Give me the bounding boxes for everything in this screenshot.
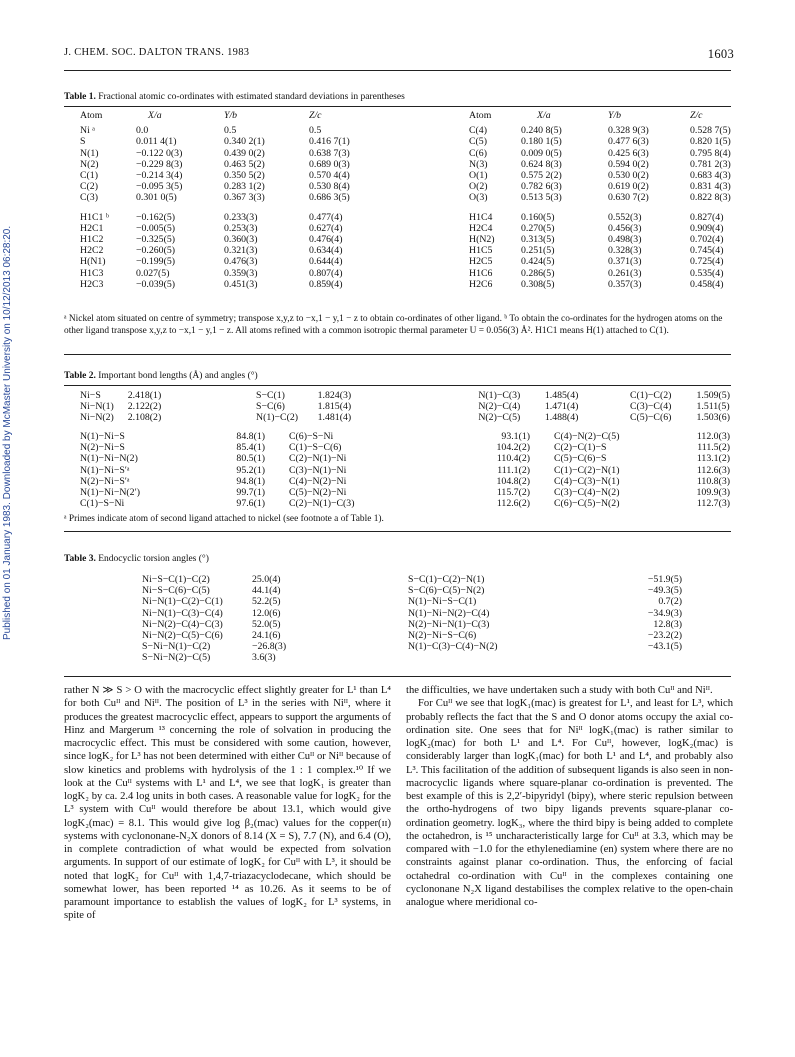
table-cell: N(1)−C(3)−C(4)−N(2) [408, 641, 498, 653]
table-row [80, 476, 730, 487]
body-paragraph: the difficulties, we have undertaken such a study with both Cuᴵᴵ and Niᴵᴵ. [406, 685, 713, 696]
table-cell: 24.1(6) [252, 630, 281, 642]
table-cell: 0.702(4) [690, 234, 724, 246]
table-cell: 111.1(2) [497, 464, 530, 476]
table-cell: 0.416 7(1) [309, 136, 350, 148]
table1-caption [64, 92, 405, 102]
table-cell: 44.1(4) [252, 585, 281, 597]
page-number: 1603 [707, 47, 734, 61]
table-row [80, 487, 730, 498]
table-cell: 0.477 6(3) [608, 136, 649, 148]
table-cell: C(1)−S−Ni [80, 498, 125, 510]
table-cell: 2.418(1) [127, 390, 162, 401]
table1 [80, 110, 734, 290]
table-cell: S−C(1) [256, 390, 285, 401]
table-cell: Ni−S−C(6)−C(5) [142, 585, 210, 597]
table-row [80, 268, 734, 279]
table-cell: 0.530 0(2) [608, 170, 649, 182]
table3 [142, 574, 682, 664]
table-cell: 0.638 7(3) [309, 147, 350, 159]
column-header: Y/b [224, 110, 238, 121]
rule [64, 531, 731, 532]
table-cell: C(1)−S−C(6) [289, 442, 342, 454]
table-cell: 104.8(2) [496, 475, 530, 487]
table-cell: 0.011 4(1) [136, 136, 177, 148]
table-cell: N(2) [80, 158, 99, 170]
table-cell: −0.214 3(4) [136, 170, 183, 182]
table2-bond-lengths [80, 390, 730, 424]
table-row [80, 256, 734, 267]
table-cell: 0.630 7(2) [608, 192, 649, 204]
table-cell: 1.471(4) [544, 401, 579, 413]
table-cell: −0.260(5) [136, 245, 175, 257]
table-cell: 0.253(3) [224, 222, 258, 234]
table-cell: C(1)−C(2)−N(1) [554, 464, 620, 476]
table-cell: Ni−S−C(1)−C(2) [142, 574, 210, 585]
table-cell: H2C2 [80, 245, 104, 257]
table-cell: 25.0(4) [252, 574, 281, 585]
table-cell: C(6)−S−Ni [289, 431, 334, 442]
table-cell: H2C3 [80, 278, 104, 290]
table-cell: H1C6 [469, 267, 493, 279]
table-cell: 0.451(3) [224, 278, 258, 290]
table-cell: 0.859(4) [309, 278, 343, 290]
table-cell: −34.9(3) [647, 607, 682, 619]
table-cell: 113.1(2) [696, 453, 730, 465]
table-cell: 0.644(4) [309, 256, 343, 268]
table-cell: N(1)−C(3) [478, 390, 521, 401]
table-cell: 0.439 0(2) [224, 147, 265, 159]
table-cell: 0.535(4) [690, 267, 724, 279]
table-cell: 0.476(3) [224, 256, 258, 268]
table-cell: 0.240 8(5) [521, 125, 562, 137]
table-cell: O(1) [469, 170, 488, 182]
column-header: Z/c [309, 110, 322, 121]
table-cell: N(2)−Ni−S−C(6) [408, 630, 477, 642]
table-cell: H1C5 [469, 245, 493, 257]
table-cell: C(3)−N(1)−Ni [289, 464, 347, 476]
table-cell: −0.162(5) [136, 211, 175, 223]
table-cell: 0.745(4) [690, 245, 724, 257]
table-cell: Ni−N(1)−C(3)−C(4) [142, 607, 223, 619]
table-cell: 1.509(5) [696, 390, 730, 401]
table-cell: C(5)−C(6)−S [554, 453, 607, 465]
table-cell: H2C4 [469, 222, 493, 234]
table-row [80, 181, 734, 192]
table-cell: H2C1 [80, 222, 104, 234]
table-cell: 0.283 1(2) [224, 181, 265, 193]
table-cell: C(4)−N(2)−C(5) [554, 431, 620, 442]
table-cell: 0.233(3) [224, 211, 258, 223]
table-cell: 0.321(3) [224, 245, 258, 257]
table-cell: 12.0(6) [252, 607, 281, 619]
table-row [80, 136, 734, 147]
table-cell: S [80, 136, 86, 148]
table-cell: 0.425 6(3) [608, 147, 649, 159]
table-row [80, 465, 730, 476]
table-cell: 112.7(3) [696, 498, 730, 510]
table-cell: N(2)−Ni−N(1)−C(3) [408, 618, 490, 630]
table-cell: 0.795 8(4) [690, 147, 731, 159]
table-cell: H1C4 [469, 211, 493, 223]
column-header: X/a [537, 110, 551, 121]
table-cell: 0.340 2(1) [224, 136, 265, 148]
table-cell: 0.689 0(3) [309, 158, 350, 170]
table-cell: N(2)−Ni−S′ᵃ [80, 475, 130, 487]
table-cell: 0.350 5(2) [224, 170, 265, 182]
table-cell: 0.160(5) [521, 211, 555, 223]
table-cell: N(1)−Ni−N(2) [80, 453, 138, 465]
column-header: X/a [148, 110, 162, 121]
table-row [142, 608, 682, 619]
table-cell: C(4)−N(2)−Ni [289, 475, 347, 487]
table-cell: 0.308(5) [521, 278, 555, 290]
table-cell: 0.251(5) [521, 245, 555, 257]
table-cell: 104.2(2) [496, 442, 530, 454]
table-cell: −0.039(5) [136, 278, 175, 290]
table-cell: C(2)−N(1)−C(3) [289, 498, 355, 510]
table-cell: 112.6(2) [496, 498, 530, 510]
table-cell: 1.824(3) [317, 390, 352, 401]
table1-caption-text: Fractional atomic co-ordinates with estimated standard deviations in parentheses [95, 92, 405, 102]
rule [64, 70, 731, 71]
table-cell: 0.570 4(4) [309, 170, 350, 182]
table-cell: −0.005(5) [136, 222, 175, 234]
table-cell: −49.3(5) [647, 585, 682, 597]
running-header [64, 47, 734, 61]
table2-caption [64, 371, 258, 381]
table2-caption-text: Important bond lengths (Å) and angles (°) [95, 371, 258, 381]
table-cell: 0.313(5) [521, 234, 555, 246]
table-cell: H1C1 ᵇ [80, 211, 109, 223]
table-cell: 84.8(1) [236, 431, 265, 442]
table-cell: H1C2 [80, 234, 104, 246]
table-cell [538, 652, 682, 663]
table-row [80, 498, 730, 509]
body-paragraph: rather N ≫ S > O with the macrocyclic effect slightly greater for L¹ than L⁴ for both Cuᴵᴵ and Niᴵᴵ. The position of L³ in the series with Niᴵᴵ, where it produces the greatest macrocyclic effect, appears to support the arguments of Hinz and Margerum ¹³ concerning the role of solvation in producing the macrocyclic effect. This must be considered with some caution, however, since logK₂ for L³ has not been determined with either Cuᴵᴵ or Niᴵᴵ because of slow kinetics and problems with hydrolysis of the 1 : 1 complex.¹⁰ If we look at the Cuᴵᴵ systems with L¹ and L⁴, we see that logK₁ is greater than logK₂ by ca. 2.4 log units in both cases. A reasonable value for logK₂ for the L³ system with Cuᴵᴵ would therefore be about 13.1, which would give logK₂(mac) = 8.1. This would give log β₂(mac) values for the copper(ɪɪ) systems with cyclononane-N₂X donors of 8.14 (X = S), 7.7 (N), and 6.4 (O), in complete contradiction of what would be expected from solvation arguments. In support of our estimate of logK₂ for Cuᴵᴵ with L³, it should be noted that logK₂ for Cuᴵᴵ with 1,4,7-triazacyclodecane, which should be somewhat lower, has been reported ¹⁴ as 10.26. As it seems to be of paramount importance to establish the values of logK₂ for L³ systems, in spite of [64, 685, 392, 922]
table-row [142, 652, 682, 663]
table-cell: C(4) [469, 125, 487, 137]
table3-caption-text: Endocyclic torsion angles (°) [95, 554, 209, 564]
table-cell: S−C(6)−C(5)−N(2) [408, 585, 485, 597]
table-cell: 0.286(5) [521, 267, 555, 279]
table-cell: 0.807(4) [309, 267, 343, 279]
table-cell: 0.476(4) [309, 234, 343, 246]
table-header-row [80, 110, 734, 125]
table-cell: 0.552(3) [608, 211, 642, 223]
table-cell: 0.009 0(5) [521, 147, 562, 159]
table-row [80, 234, 734, 245]
table-cell: 0.820 1(5) [690, 136, 731, 148]
table-cell: C(2)−N(1)−Ni [289, 453, 347, 465]
table-cell: S−Ni−N(2)−C(5) [142, 652, 211, 664]
table-row [80, 442, 730, 453]
table-cell: 0.367 3(3) [224, 192, 265, 204]
table-row [80, 390, 730, 401]
table-row [142, 630, 682, 641]
journal-title: J. CHEM. SOC. DALTON TRANS. 1983 [64, 47, 250, 58]
table-cell: C(6) [469, 147, 487, 159]
table-cell: 97.6(1) [236, 498, 265, 510]
table-cell: 0.594 0(2) [608, 158, 649, 170]
table1-footnote: ᵃ Nickel atom situated on centre of symmetry; transpose x,y,z to −x,1 − y,1 − z to obtain co-ordinates of other ligand. ᵇ To obtain the co-ordinates for the hydrogen atoms on the other ligand transpose x,y,z to −x,1 − y,1 − z. All atoms refined with a common isotropic thermal parameter U = 0.056(3) Å². H1C1 means H(1) attached to C(1). [64, 314, 723, 336]
table-cell: 0.782 6(3) [521, 181, 562, 193]
table-cell: 1.815(4) [317, 401, 352, 413]
table-cell: S−C(6) [256, 401, 285, 413]
publication-sidebar [2, 220, 16, 640]
table-cell: 0.7(2) [658, 596, 682, 608]
table-cell: H2C5 [469, 256, 493, 268]
table2-bond-angles [80, 431, 730, 509]
table-cell: 0.619 0(2) [608, 181, 649, 193]
table-cell: 110.4(2) [496, 453, 530, 465]
table-cell: 0.371(3) [608, 256, 642, 268]
table-row [80, 192, 734, 203]
table-cell: 80.5(1) [236, 453, 265, 465]
table-cell: 1.511(5) [696, 401, 730, 413]
table-row [80, 279, 734, 290]
column-header: Y/b [608, 110, 622, 121]
table-cell: −0.325(5) [136, 234, 175, 246]
table-cell: 0.513 5(3) [521, 192, 562, 204]
table-cell: 112.6(3) [696, 464, 730, 476]
body-column-right [406, 684, 733, 909]
table-cell: 85.4(1) [236, 442, 265, 454]
table-cell: 1.503(6) [696, 412, 730, 424]
table-cell: Ni−N(2)−C(4)−C(3) [142, 618, 223, 630]
table-cell: 1.481(4) [317, 412, 352, 424]
table-cell: 0.270(5) [521, 222, 555, 234]
table-cell: 0.686 3(5) [309, 192, 350, 204]
table-cell: 115.7(2) [496, 487, 530, 499]
table-row [80, 431, 730, 442]
table-cell: 0.357(3) [608, 278, 642, 290]
table-cell: S−C(1)−C(2)−N(1) [408, 574, 485, 585]
table-cell: 0.528 7(5) [690, 125, 731, 137]
table-cell: 0.027(5) [136, 267, 170, 279]
column-header: Atom [469, 110, 492, 121]
table-row [80, 453, 730, 464]
table-cell: C(6)−C(5)−N(2) [554, 498, 620, 510]
table-cell: C(5) [469, 136, 487, 148]
table-cell: C(2) [80, 181, 98, 193]
table-cell: −0.199(5) [136, 256, 175, 268]
table-row [80, 245, 734, 256]
table-cell: N(3) [469, 158, 488, 170]
table-row [142, 574, 682, 585]
table-cell: 0.634(4) [309, 245, 343, 257]
table-cell: 93.1(1) [501, 431, 530, 442]
table-cell: H(N2) [469, 234, 495, 246]
table-cell: 2.122(2) [127, 401, 162, 413]
table-cell: N(1)−Ni−S [80, 431, 125, 442]
table-cell: −0.229 8(3) [136, 158, 183, 170]
table-cell: 0.458(4) [690, 278, 724, 290]
table-cell: 0.360(3) [224, 234, 258, 246]
table-cell: 94.8(1) [236, 475, 265, 487]
table-row [80, 148, 734, 159]
table2-label: Table 2. [64, 371, 96, 381]
table-cell: N(1)−Ni−S′ᵃ [80, 464, 130, 476]
table-cell: Ni−N(2)−C(5)−C(6) [142, 630, 223, 642]
table-cell: 0.831 4(3) [690, 181, 731, 193]
table-cell: 1.488(4) [544, 412, 579, 424]
table-cell: 0.5 [309, 125, 322, 137]
download-notice: Published on 01 January 1983. Downloaded by McMaster University on 10/12/2013 06:28:20. [2, 225, 13, 640]
table-cell: 0.359(3) [224, 267, 258, 279]
row-spacer [80, 204, 734, 212]
table2-footnote: ᵃ Primes indicate atom of second ligand attached to nickel (see footnote a of Table 1). [64, 514, 384, 524]
table-cell: Ni−N(2) [80, 412, 114, 424]
table-cell: 0.0 [136, 125, 149, 137]
table-cell: 0.456(3) [608, 222, 642, 234]
table-cell: 1.485(4) [544, 390, 579, 401]
table-cell: 52.0(5) [252, 618, 281, 630]
table-row [80, 412, 730, 423]
rule [64, 676, 731, 677]
table-cell: 0.827(4) [690, 211, 724, 223]
table-cell: −23.2(2) [647, 630, 682, 642]
body-paragraph: For Cuᴵᴵ we see that logK₁(mac) is greatest for L¹, and least for L³, which probably reflects the fact that the S and O donor atoms occupy the axial co-ordination site. One sees that for Niᴵᴵ logK₁(mac) is rather similar to logK₂(mac) for both L¹ and L⁴. For Cuᴵᴵ, however, logK₂(mac) is considerably larger than logK₁(mac) for both L¹ and L⁴, and probably also L³. This facilitation of the addition of subsequent ligands is also seen in non-macrocyclic ligands where square-planar co-ordination is prevented. The best example of this is 2,2′-bipyridyl (bipy), where steric repulsion between the ortho-hydrogens of two bipy ligands prevents square-planar co-ordination geometry. logK₃, where the third bipy is being added to complete the octahedron, is ¹⁵ uncharacteristically large for Cuᴵᴵ at 3.3, which may be compared with −1.0 for the ethylenediamine (en) system where there are no constraints against planar co-ordination. Thus, the enforcing of facial octahedral co-ordination with Cuᴵᴵ in the complexes containing one cyclononane N₂X ligand destabilises the complex relative to the open-chain analogue where meridional co- [406, 698, 733, 908]
table-cell: N(1)−C(2) [256, 412, 298, 424]
table-cell: C(1) [80, 170, 98, 182]
table-cell: 3.6(3) [252, 652, 276, 664]
table-cell [408, 652, 538, 663]
table-cell: −43.1(5) [647, 641, 682, 653]
table-cell: 0.530 8(4) [309, 181, 350, 193]
table-cell: 0.463 5(2) [224, 158, 265, 170]
table-row [80, 223, 734, 234]
table-cell: 0.301 0(5) [136, 192, 177, 204]
rule [64, 106, 731, 107]
table-cell: C(5)−C(6) [629, 412, 672, 424]
table-cell: −0.122 0(3) [136, 147, 183, 159]
table-cell: N(2)−C(4) [478, 401, 521, 413]
table-row [142, 585, 682, 596]
table-cell: 0.575 2(2) [521, 170, 562, 182]
table-cell: 0.909(4) [690, 222, 724, 234]
table-cell: C(5)−N(2)−Ni [289, 487, 347, 499]
table-cell: 0.624 8(3) [521, 158, 562, 170]
table-cell: 0.498(3) [608, 234, 642, 246]
table-cell: N(1) [80, 147, 99, 159]
table-cell: 0.424(5) [521, 256, 555, 268]
table-cell: C(1)−C(2) [629, 390, 672, 401]
table-cell: 112.0(3) [696, 431, 730, 442]
table-cell: 0.781 2(3) [690, 158, 731, 170]
table-cell: 0.477(4) [309, 211, 343, 223]
table-cell: 0.822 8(3) [690, 192, 731, 204]
table-cell: C(3) [80, 192, 98, 204]
table-cell: N(2)−Ni−S [80, 442, 125, 454]
table-cell: H1C3 [80, 267, 104, 279]
table-row [80, 159, 734, 170]
table-cell: C(4)−C(3)−N(1) [554, 475, 620, 487]
table-cell: 12.8(3) [653, 618, 682, 630]
table-cell: 109.9(3) [696, 487, 730, 499]
table-cell: −26.8(3) [252, 641, 287, 653]
table-cell: 0.261(3) [608, 267, 642, 279]
table-cell: O(2) [469, 181, 488, 193]
table3-caption [64, 554, 209, 564]
table-row [80, 125, 734, 136]
table-cell: −51.9(5) [647, 574, 682, 585]
table-cell: 110.8(3) [696, 475, 730, 487]
table-cell: C(2)−C(1)−S [554, 442, 607, 454]
table-cell: Ni−S [80, 390, 101, 401]
table-cell: S−Ni−N(1)−C(2) [142, 641, 211, 653]
table-cell: H2C6 [469, 278, 493, 290]
table-cell: 2.108(2) [127, 412, 162, 424]
table-cell: 0.725(4) [690, 256, 724, 268]
table-cell: 111.5(2) [697, 442, 730, 454]
table-cell: Ni ᵃ [80, 125, 95, 137]
table-row [80, 170, 734, 181]
table-cell: Ni−N(1)−C(2)−C(1) [142, 596, 223, 608]
rule [64, 354, 731, 355]
table-cell: 0.328(3) [608, 245, 642, 257]
table-cell: N(1)−Ni−N(2)−C(4) [408, 607, 490, 619]
table-cell: C(3)−C(4)−N(2) [554, 487, 620, 499]
table-cell: 0.180 1(5) [521, 136, 562, 148]
table-cell: N(1)−Ni−N(2′) [80, 487, 140, 499]
table-cell: C(3)−C(4) [629, 401, 672, 413]
table-row [142, 641, 682, 652]
table-row [142, 596, 682, 607]
table-cell: Ni−N(1) [80, 401, 114, 413]
table-cell: 0.683 4(3) [690, 170, 731, 182]
table-cell: 0.627(4) [309, 222, 343, 234]
table-row [142, 619, 682, 630]
column-header: Atom [80, 110, 103, 121]
table-cell: 95.2(1) [236, 464, 265, 476]
table-cell: 0.5 [224, 125, 237, 137]
table-row [80, 401, 730, 412]
rule [64, 385, 731, 386]
table-cell: H(N1) [80, 256, 106, 268]
table3-label: Table 3. [64, 554, 96, 564]
table-cell: N(2)−C(5) [478, 412, 521, 424]
table1-label: Table 1. [64, 92, 96, 102]
table-cell: N(1)−Ni−S−C(1) [408, 596, 477, 608]
table-cell: 99.7(1) [236, 487, 265, 499]
table-cell: −0.095 3(5) [136, 181, 183, 193]
column-header: Z/c [690, 110, 703, 121]
body-column-left [64, 684, 391, 923]
table-cell: 52.2(5) [252, 596, 281, 608]
table-row [80, 212, 734, 223]
table-cell: O(3) [469, 192, 488, 204]
table-cell: 0.328 9(3) [608, 125, 649, 137]
